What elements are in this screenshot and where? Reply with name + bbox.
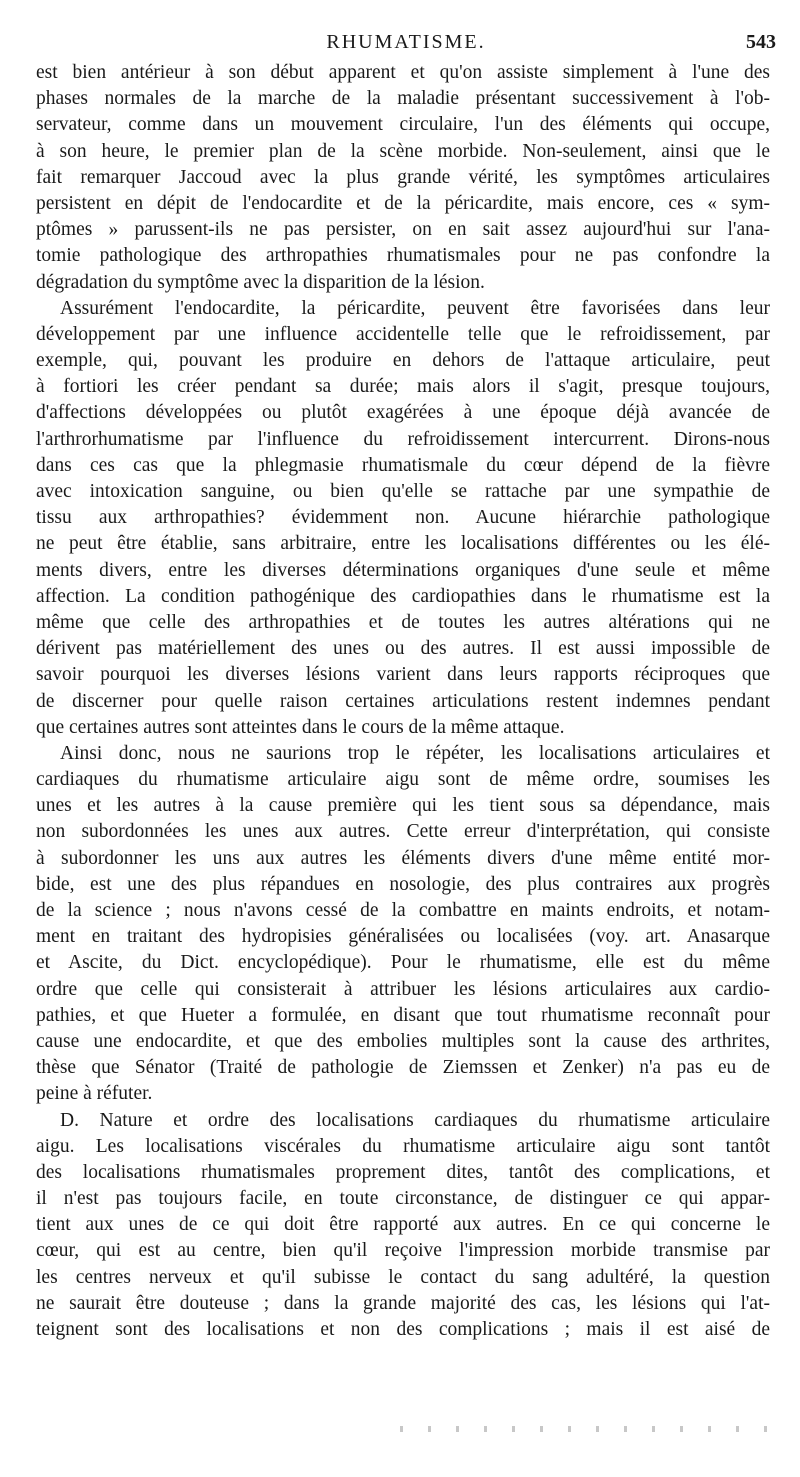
text-line: tient aux unes de ce qui doit être rapporté aux autres. En ce qui concerne le — [36, 1214, 770, 1236]
text-line: dans ces cas que la phlegmasie rhumatismale du cœur dépend de la fièvre — [36, 454, 770, 476]
text-line: savoir pourquoi les diverses lésions varient dans leurs rapports réciproques que — [36, 664, 770, 686]
page-number: 543 — [746, 31, 776, 53]
text-line: ptômes » parussent-ils ne pas persister, on en sait assez aujourd'hui sur l'ana- — [36, 219, 770, 241]
text-line: des localisations rhumatismales proprement dites, tantôt des complications, et — [36, 1161, 770, 1183]
text-line: de discerner pour quelle raison certaines articulations restent indemnes pendant — [36, 690, 770, 712]
text-line: Ainsi donc, nous ne saurions trop le répéter, les localisations articulaires et — [60, 742, 770, 764]
text-line: thèse que Sénator (Traité de pathologie de Ziemssen et Zenker) n'a pas eu de — [36, 1057, 770, 1079]
text-line: l'arthrorhumatisme par l'influence du refroidissement intercurrent. Dirons-nous — [36, 428, 770, 450]
text-line: ne saurait être douteuse ; dans la grande majorité des cas, les lésions qui l'at- — [36, 1292, 770, 1314]
text-line: de la science ; nous n'avons cessé de la combattre en maints endroits, et notam- — [36, 900, 770, 921]
running-title: RHUMATISME. — [326, 31, 486, 53]
text-line: est bien antérieur à son début apparent et qu'on assiste simplement à l'une des — [36, 62, 770, 83]
text-line: dégradation du symptôme avec la disparition de la lésion. — [36, 271, 485, 293]
section-heading-line: D. Nature et ordre des localisations cardiaques du rhumatisme articulaire — [60, 1109, 770, 1131]
text-line: ordre que celle qui consisterait à attribuer les lésions articulaires aux cardio- — [36, 978, 770, 1000]
text-line: il n'est pas toujours facile, en toute circonstance, de distinguer ce qui appar- — [36, 1188, 770, 1210]
body-text — [36, 60, 770, 1343]
text-line: ne peut être établie, sans arbitraire, entre les localisations différentes ou les élé- — [36, 533, 770, 555]
text-line: cœur, qui est au centre, bien qu'il reçoive l'impression morbide transmise par — [36, 1240, 770, 1262]
text-line: peine à réfuter. — [36, 1083, 153, 1105]
scan-artifact-dots — [400, 1426, 770, 1432]
text-line: dérivent pas matériellement des unes ou des autres. Il est aussi impossible de — [36, 638, 770, 660]
text-line: à subordonner les uns aux autres les éléments divers d'une même entité mor- — [36, 847, 770, 869]
text-line: ments divers, entre les diverses déterminations organiques d'une seule et même — [36, 559, 770, 581]
text-line: et Ascite, du Dict. encyclopédique). Pour le rhumatisme, elle est du même — [36, 952, 770, 974]
text-line: servateur, comme dans un mouvement circulaire, l'un des éléments qui occupe, — [36, 114, 770, 136]
text-line: les centres nerveux et qu'il subisse le contact du sang adultéré, la question — [36, 1266, 770, 1288]
text-line: ment en traitant des hydropisies généralisées ou localisées (voy. art. Anasarque — [36, 926, 770, 948]
text-line: persistent en dépit de l'endocardite et de la péricardite, mais encore, ces « sym- — [36, 192, 770, 214]
text-line: Assurément l'endocardite, la péricardite, peuvent être favorisées dans leur — [60, 297, 770, 319]
text-line: tomie pathologique des arthropathies rhumatismales pour ne pas confondre la — [36, 245, 770, 267]
text-line: d'affections développées ou plutôt exagérées à une époque déjà avancée de — [36, 402, 770, 424]
page-header — [36, 28, 776, 56]
text-line: unes et les autres à la cause première qui les tient sous sa dépendance, mais — [36, 795, 770, 817]
text-line: affection. La condition pathogénique des cardiopathies dans le rhumatisme est la — [36, 585, 770, 607]
text-line: bide, est une des plus répandues en nosologie, des plus contraires aux progrès — [36, 873, 770, 895]
text-line: exemple, qui, pouvant les produire en dehors de l'attaque articulaire, peut — [36, 350, 770, 372]
text-line: cardiaques du rhumatisme articulaire aigu sont de même ordre, soumises les — [36, 769, 770, 791]
text-line: phases normales de la marche de la maladie présentant successivement à l'ob- — [36, 88, 770, 110]
text-line: teignent sont des localisations et non des complications ; mais il est aisé de — [36, 1319, 770, 1340]
text-line: cause une endocardite, et que des embolies multiples sont la cause des arthrites, — [36, 1030, 770, 1052]
text-line: à son heure, le premier plan de la scène morbide. Non-seulement, ainsi que le — [36, 140, 770, 162]
text-line: non subordonnées les unes aux autres. Cette erreur d'interprétation, qui consiste — [36, 821, 770, 843]
text-line: que certaines autres sont atteintes dans le cours de la même attaque. — [36, 716, 565, 738]
text-line: développement par une influence accidentelle telle que le refroidissement, par — [36, 323, 770, 345]
text-line: tissu aux arthropathies? évidemment non. Aucune hiérarchie pathologique — [36, 507, 770, 529]
text-line: avec intoxication sanguine, ou bien qu'elle se rattache par une sympathie de — [36, 481, 770, 502]
text-line: aigu. Les localisations viscérales du rhumatisme articulaire aigu sont tantôt — [36, 1135, 770, 1157]
text-line: même que celle des arthropathies et de toutes les autres altérations qui ne — [36, 611, 770, 633]
text-line: à fortiori les créer pendant sa durée; mais alors il s'agit, presque toujours, — [36, 376, 770, 398]
text-line: pathies, et que Hueter a formulée, en disant que tout rhumatisme reconnaît pour — [36, 1004, 770, 1026]
text-line: fait remarquer Jaccoud avec la plus grande vérité, les symptômes articulaires — [36, 166, 770, 188]
